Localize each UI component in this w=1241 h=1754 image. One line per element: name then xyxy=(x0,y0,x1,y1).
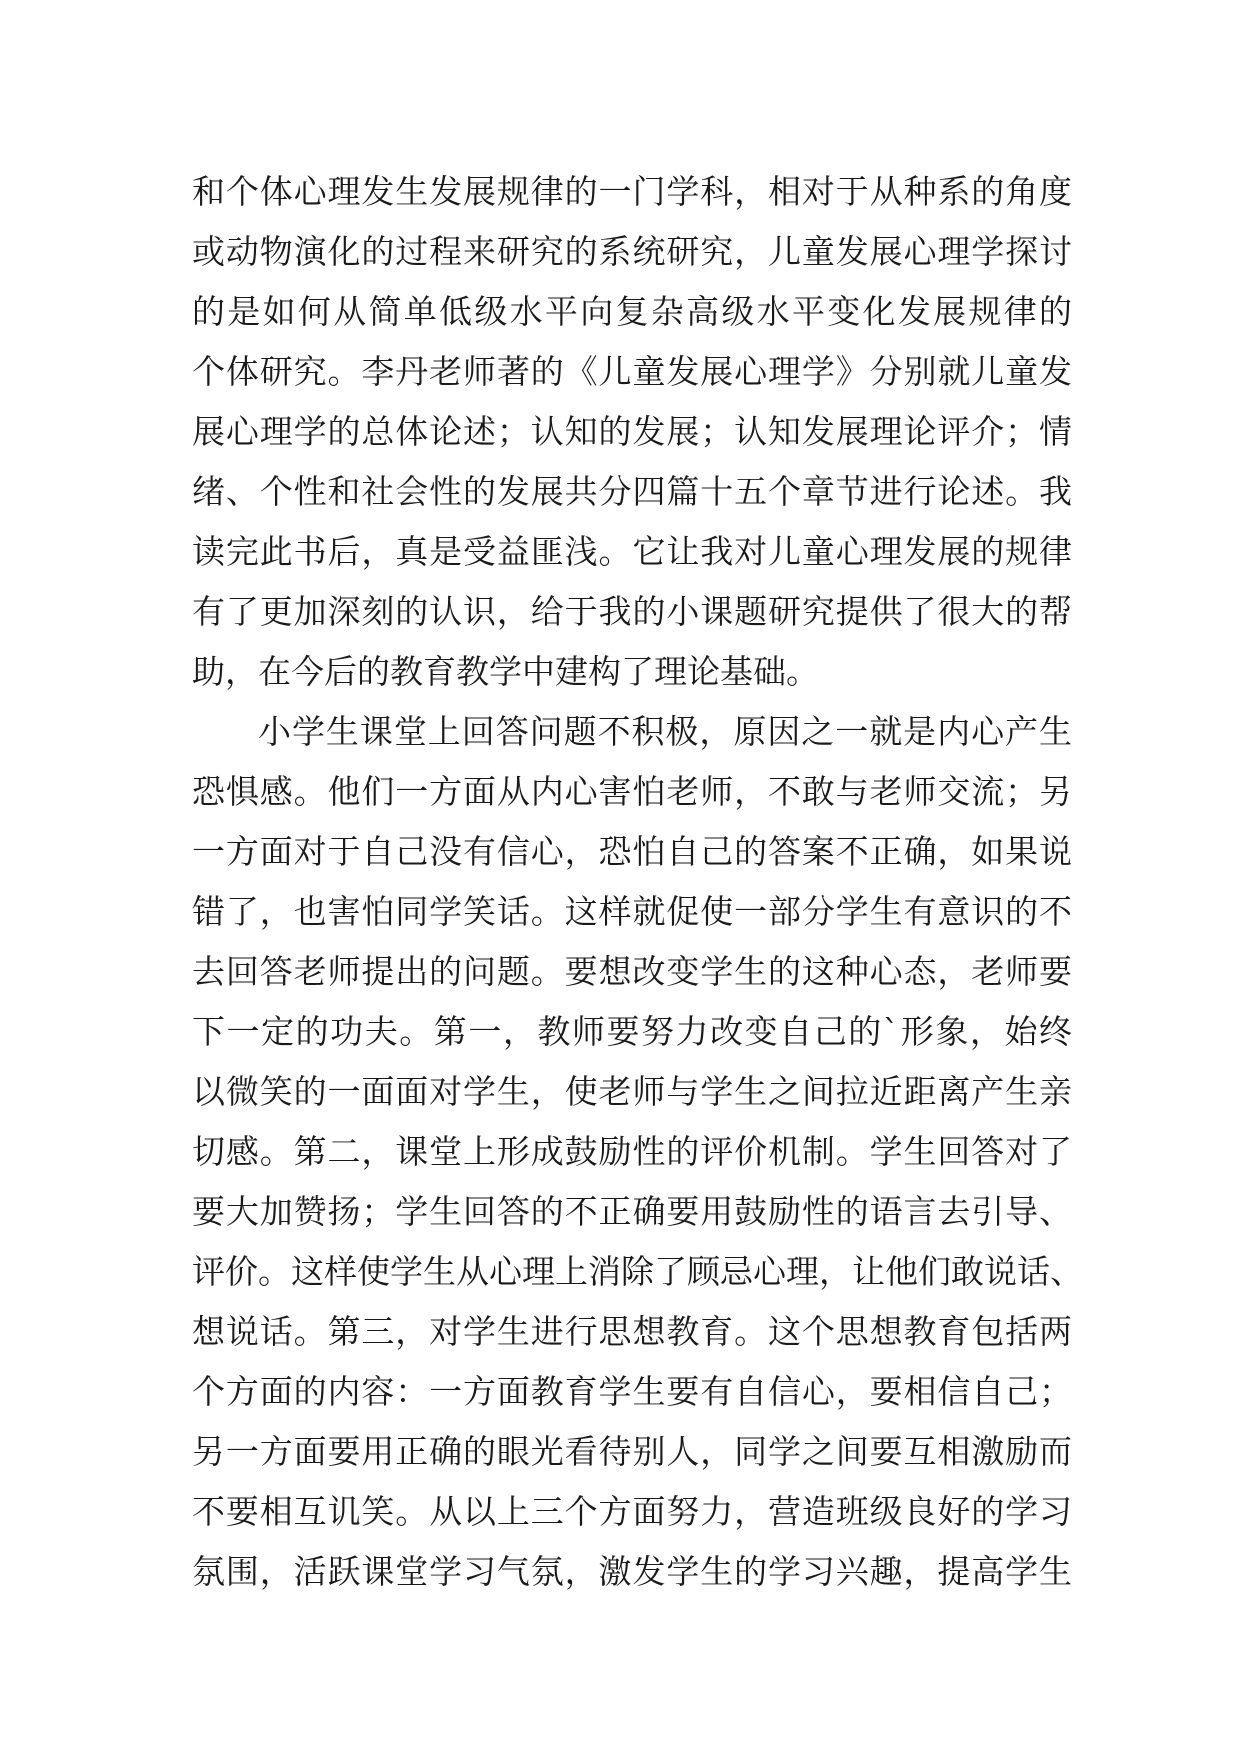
paragraph-2-line-10: 评价。这样使学生从心理上消除了顾忌心理，让他们敢说话、 xyxy=(192,1252,1083,1291)
paragraph-1-line-1: 和个体心理发生发展规律的一门学科，相对于从种系的角度 xyxy=(192,172,1072,211)
paragraph-1-line-6: 绪、个性和社会性的发展共分四篇十五个章节进行论述。我 xyxy=(192,472,1072,511)
paragraph-2-line-9: 要大加赞扬；学生回答的不正确要用鼓励性的语言去引导、 xyxy=(192,1192,1072,1231)
body-text xyxy=(192,162,1083,1602)
paragraph-2-line-11: 想说话。第三，对学生进行思想教育。这个思想教育包括两 xyxy=(192,1312,1072,1351)
paragraph-1-line-5: 展心理学的总体论述；认知的发展；认知发展理论评介；情 xyxy=(192,412,1072,451)
paragraph-1-line-8: 有了更加深刻的认识，给于我的小课题研究提供了很大的帮 xyxy=(192,592,1072,631)
paragraph-2-line-8: 切感。第二，课堂上形成鼓励性的评价机制。学生回答对了 xyxy=(192,1132,1072,1171)
paragraph-1-line-9: 助，在今后的教育教学中建构了理论基础。 xyxy=(192,652,819,691)
paragraph-2-line-4: 错了，也害怕同学笑话。这样就促使一部分学生有意识的不 xyxy=(192,892,1072,931)
paragraph-2-line-2: 恐惧感。他们一方面从内心害怕老师，不敢与老师交流；另 xyxy=(192,772,1072,811)
paragraph-1-line-3: 的是如何从简单低级水平向复杂高级水平变化发展规律的 xyxy=(192,292,1072,331)
paragraph-2-line-3: 一方面对于自己没有信心，恐怕自己的答案不正确，如果说 xyxy=(192,832,1072,871)
paragraph-1-line-4: 个体研究。李丹老师著的《儿童发展心理学》分别就儿童发 xyxy=(192,352,1072,391)
paragraph-2-line-12: 个方面的内容：一方面教育学生要有自信心，要相信自己； xyxy=(192,1372,1072,1411)
paragraph-1-line-7: 读完此书后，真是受益匪浅。它让我对儿童心理发展的规律 xyxy=(192,532,1072,571)
paragraph-2-line-7: 以微笑的一面面对学生，使老师与学生之间拉近距离产生亲 xyxy=(192,1072,1072,1111)
paragraph-1-line-2: 或动物演化的过程来研究的系统研究，儿童发展心理学探讨 xyxy=(192,232,1072,271)
paragraph-2-line-1: 小学生课堂上回答问题不积极，原因之一就是内心产生 xyxy=(258,712,1072,751)
paragraph-2-line-6: 下一定的功夫。第一，教师要努力改变自己的`形象，始终 xyxy=(192,1012,1072,1051)
paragraph-2-line-14: 不要相互讥笑。从以上三个方面努力，营造班级良好的学习 xyxy=(192,1492,1072,1531)
paragraph-2-line-5: 去回答老师提出的问题。要想改变学生的这种心态，老师要 xyxy=(192,952,1072,991)
paragraph-2-line-15: 氛围，活跃课堂学习气氛，激发学生的学习兴趣，提高学生 xyxy=(192,1552,1072,1591)
paragraph-2-line-13: 另一方面要用正确的眼光看待别人，同学之间要互相激励而 xyxy=(192,1432,1072,1471)
